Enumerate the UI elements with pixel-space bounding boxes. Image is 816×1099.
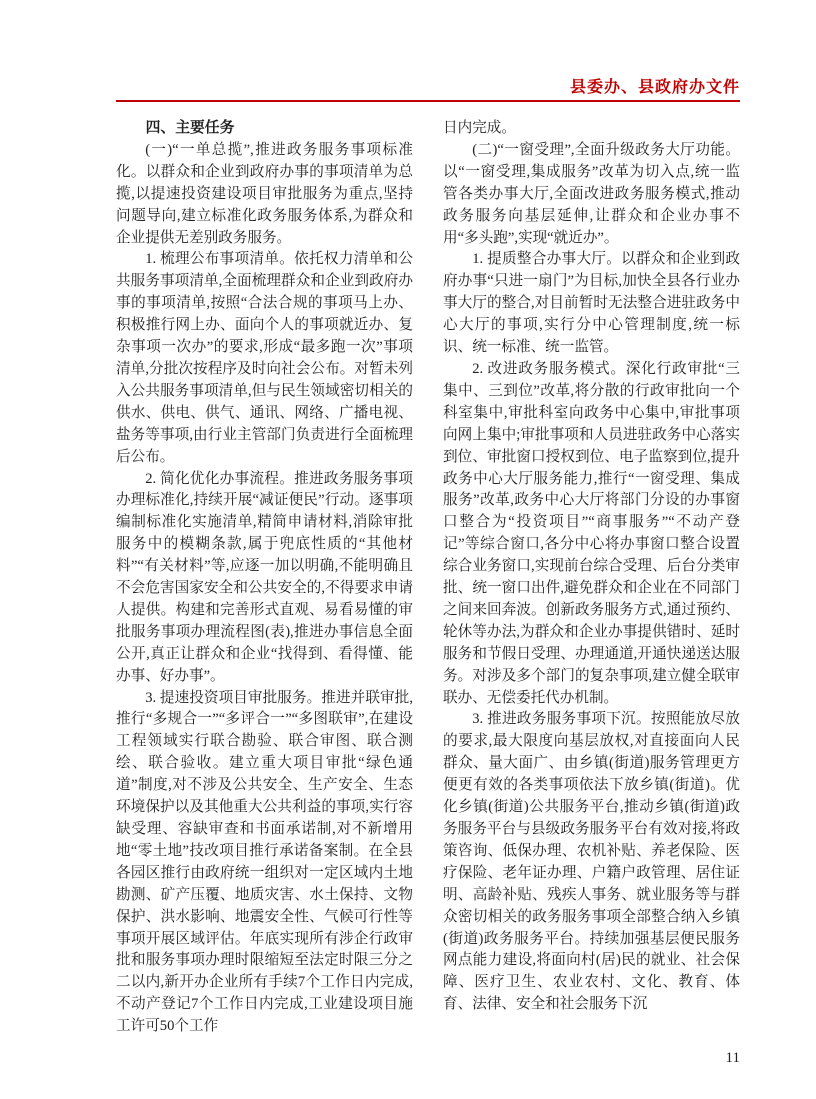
header-rule-divider — [116, 100, 740, 102]
paragraph: 2. 简化优化办事流程。推进政务服务事项办理标准化,持续开展“减证便民”行动。逐事项编制标准化实施清单,精简申请材料,消除审批服务中的模糊条款,属于兜底性质的“其他材料”“有关材料”等,应逐一加以明确,不能明确且不会危害国家安全和公共安全的,不得要求申请人提供。构建和完善形式直观、易看易懂的审批服务事项办理流程图(表),推进办事信息全面公开,真正让群众和企业“找得到、看得懂、能办事、好办事”。 — [116, 470, 413, 684]
page-number: 11 — [725, 1050, 740, 1066]
paragraph: (二)“一窗受理”,全面升级政务大厅功能。以“一窗受理,集成服务”改革为切入点,统一监管各类办事大厅,全面改进政务服务模式,推动政务服务向基层延伸,让群众和企业办事不用“多头跑”,实现“就近办”。 — [443, 141, 740, 246]
paragraph: 1. 梳理公布事项清单。依托权力清单和公共服务事项清单,全面梳理群众和企业到政府办事的事项清单,按照“合法合规的事项马上办、积极推行网上办、面向个人的事项就近办、复杂事项一次办”的要求,形成“最多跑一次”事项清单,分批次按程序及时向社会公布。对暂未列入公共服务事项清单,但与民生领域密切相关的供水、供电、供气、通讯、网络、广播电视、盐务等事项,由行业主管部门负责进行全面梳理后公布。 — [116, 251, 413, 465]
header-title: 县委办、县政府办文件 — [569, 79, 740, 96]
section-heading: 四、主要任务 — [145, 120, 235, 136]
paragraph-continuation: 日内完成。 — [443, 120, 516, 136]
document-body — [116, 118, 740, 1038]
right-column — [443, 118, 740, 1038]
paragraph: 3. 推进政务服务事项下沉。按照能放尽放的要求,最大限度向基层放权,对直接面向人民群众、量大面广、由乡镇(街道)服务管理更方便更有效的各类事项依法下放乡镇(街道)。优化乡镇(街道)公共服务平台,推动乡镇(街道)政务服务平台与县级政务服务平台有效对接,将政策咨询、低保办理、农机补贴、养老保险、医疗保险、老年证办理、户籍户政管理、居住证明、高龄补贴、残疾人事务、就业服务等与群众密切相关的政务服务事项全部整合纳入乡镇(街道)政务服务平台。持续加强基层便民服务网点能力建设,将面向村(居)民的就业、社会保障、医疗卫生、农业农村、文化、教育、体育、法律、安全和社会服务下沉 — [443, 711, 740, 1013]
paragraph: 2. 改进政务服务模式。深化行政审批“三集中、三到位”改革,将分散的行政审批向一个科室集中,审批科室向政务中心集中,审批事项向网上集中;审批事项和人员进驻政务中心落实到位、审批窗口授权到位、电子监察到位,提升政务中心大厅服务能力,推行“一窗受理、集成服务”改革,政务中心大厅将部门分设的办事窗口整合为“投资项目”“商事服务”“不动产登记”等综合窗口,各分中心将办事窗口整合设置综合业务窗口,实现前台综合受理、后台分类审批、统一窗口出件,避免群众和企业在不同部门之间来回奔波。创新政务服务方式,通过预约、轮休等办法,为群众和企业办事提供错时、延时服务和节假日受理、办理通道,开通快递送达服务。对涉及多个部门的复杂事项,建立健全联审联办、无偿委托代办机制。 — [443, 360, 740, 706]
left-column — [116, 118, 413, 1038]
paragraph: 3. 提速投资项目审批服务。推进并联审批,推行“多规合一”“多评合一”“多图联审”,在建设工程领域实行联合勘验、联合审图、联合测绘、联合验收。建立重大项目审批“绿色通道”制度,对不涉及公共安全、生产安全、生态环境保护以及其他重大公共利益的事项,实行容缺受理、容缺审查和书面承诺制,对不新增用地“零土地”技改项目推行承诺备案制。在全县各园区推行由政府统一组织对一定区域内土地勘测、矿产压覆、地质灾害、水土保持、文物保护、洪水影响、地震安全性、气候可行性等事项开展区域评估。年底实现所有涉企行政审批和服务事项办理时限缩短至法定时限三分之二以内,新开办企业所有手续7个工作日内完成,不动产登记7个工作日内完成,工业建设项目施工许可50个工作 — [116, 689, 413, 1035]
paragraph: 1. 提质整合办事大厅。以群众和企业到政府办事“只进一扇门”为目标,加快全县各行业办事大厅的整合,对目前暂时无法整合进驻政务中心大厅的事项,实行分中心管理制度,统一标识、统一标准、统一监管。 — [443, 251, 740, 356]
paragraph: (一)“一单总揽”,推进政务服务事项标准化。以群众和企业到政府办事的事项清单为总揽,以提速投资建设项目审批服务为重点,坚持问题导向,建立标准化政务服务体系,为群众和企业提供无差别政务服务。 — [116, 141, 413, 246]
